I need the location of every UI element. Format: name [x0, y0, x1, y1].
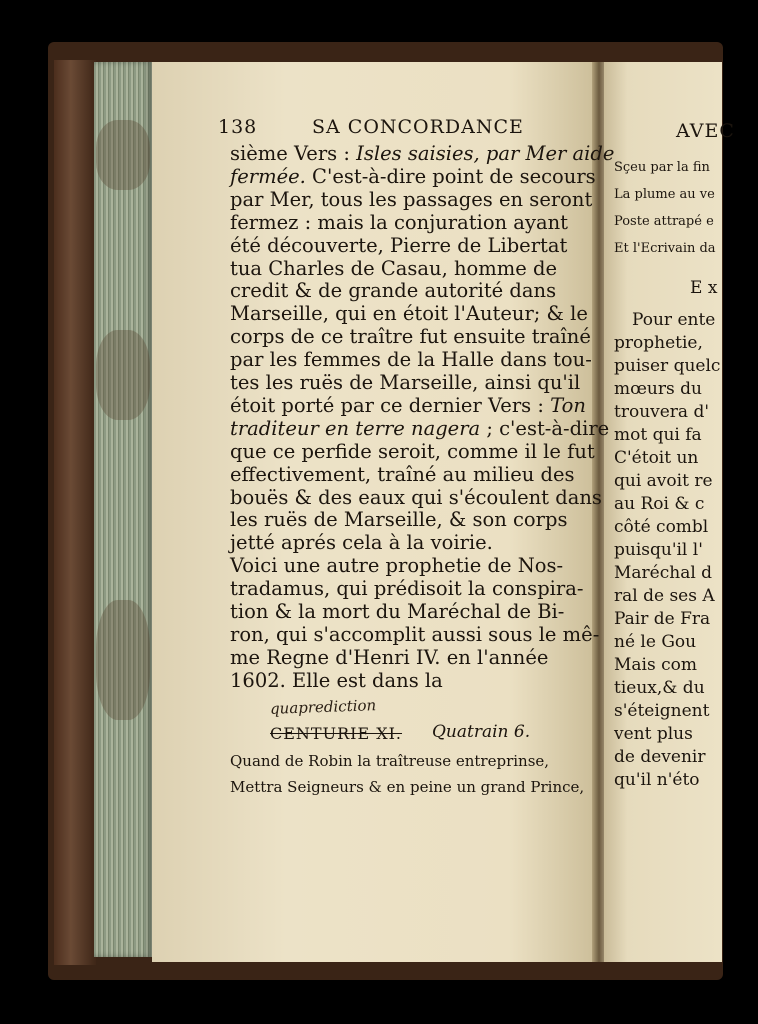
text-line: [230, 486, 602, 509]
right-text-line: s'éteignent: [614, 701, 710, 721]
text-line: [230, 325, 591, 348]
edge-stain: [96, 120, 150, 190]
text-line: [230, 669, 443, 692]
text-segment: C'est-à-dire point de secours: [305, 164, 596, 188]
right-text-line: de devenir: [614, 747, 706, 767]
right-text-line: Pair de Fra: [614, 609, 711, 629]
text-segment: credit & de grande autorité dans: [230, 279, 557, 303]
text-segment: par Mer, tous les passages en seront: [230, 187, 593, 211]
text-segment: par les femmes de la Halle dans tou-: [230, 348, 592, 372]
right-text-line: Mais com: [614, 655, 697, 675]
text-segment: jetté aprés cela à la voirie.: [230, 531, 493, 555]
text-segment: Isles saisies, par Mer aide: [356, 142, 615, 165]
text-segment: sième Vers :: [230, 142, 357, 165]
text-line: [230, 646, 548, 669]
text-segment: tion & la mort du Maréchal de Bi-: [230, 600, 565, 623]
text-line: [230, 554, 563, 577]
text-line: [230, 257, 557, 280]
right-text-line: vent plus: [614, 724, 693, 744]
right-text-line: Sçeu par la fin: [614, 160, 710, 175]
running-head: SA CONCORDANCE: [312, 116, 524, 138]
text-line: [230, 417, 609, 440]
text-line: [230, 371, 580, 394]
text-segment: 1602. Elle est dans la: [230, 668, 443, 692]
verse-line: Quand de Robin la traîtreuse entreprinse,: [230, 752, 550, 770]
right-text-line: mœurs du: [614, 379, 702, 399]
edge-stain: [96, 330, 150, 420]
right-text-line: Pour ente: [632, 310, 716, 330]
text-line: [230, 234, 567, 257]
text-line: [230, 394, 586, 417]
text-line: [230, 279, 556, 302]
text-segment: que ce perfide seroit, comme il le fut: [230, 439, 595, 463]
right-text-line: C'étoit un: [614, 448, 699, 468]
right-text-line: puiser quelc: [614, 356, 721, 376]
text-segment: fermez : mais la conjuration ayant: [230, 210, 568, 234]
right-text-line: prophetie,: [614, 333, 703, 353]
right-text-line: qu'il n'éto: [614, 770, 700, 790]
verse-line: Mettra Seigneurs & en peine un grand Prince,: [230, 778, 585, 796]
right-text-line: Poste attrapé e: [614, 214, 714, 229]
text-line: [230, 440, 595, 463]
text-line: [230, 600, 564, 623]
text-segment: Voici une autre prophetie de Nos-: [230, 554, 564, 578]
right-text-line: E x: [690, 278, 718, 298]
text-segment: tua Charles de Casau, homme de: [230, 256, 558, 280]
right-text-line: mot qui fa: [614, 425, 702, 445]
text-line: [230, 577, 583, 600]
text-line: [230, 531, 493, 554]
text-line: [230, 463, 575, 486]
text-segment: effectivement, traîné au milieu des: [230, 462, 575, 486]
right-text-line: ral de ses A: [614, 586, 715, 606]
right-text-line: né le Gou: [614, 632, 697, 652]
right-text-line: trouvera d': [614, 402, 710, 422]
text-segment: tradamus, qui prédisoit la conspira-: [230, 577, 584, 601]
quatrain-label: Quatrain 6.: [432, 722, 531, 742]
text-segment: les ruës de Marseille, & son corps: [230, 508, 568, 532]
right-running-head: AVEC: [676, 120, 735, 142]
text-line: [230, 302, 588, 325]
page-number: 138: [218, 116, 258, 138]
text-segment: corps de ce traître fut ensuite traîné: [230, 325, 591, 349]
right-text-line: puisqu'il l': [614, 540, 703, 560]
text-line: [230, 188, 592, 211]
book-spine: [54, 60, 96, 965]
right-text-line: La plume au ve: [614, 187, 715, 202]
text-segment: été découverte, Pierre de Libertat: [230, 233, 568, 257]
right-text-line: tieux,& du: [614, 678, 705, 698]
text-segment: bouës & des eaux qui s'écoulent dans: [230, 485, 602, 509]
text-segment: Marseille, qui en étoit l'Auteur; & le: [230, 302, 588, 326]
right-text-line: Maréchal d: [614, 563, 713, 583]
text-segment: me Regne d'Henri IV. en l'année: [230, 645, 549, 669]
right-text-line: Et l'Ecrivain da: [614, 241, 716, 256]
right-text-line: qui avoit re: [614, 471, 713, 491]
text-segment: fermée.: [230, 164, 306, 188]
edge-stain: [96, 600, 150, 720]
text-segment: étoit porté par ce dernier Vers :: [230, 393, 551, 417]
right-text-line: au Roi & c: [614, 494, 705, 514]
text-line: [230, 142, 614, 165]
text-line: [230, 508, 567, 531]
handwritten-annotation: quaprediction: [269, 696, 377, 718]
text-line: [230, 348, 592, 371]
text-line: [230, 623, 599, 646]
text-line: [230, 165, 596, 188]
text-segment: ron, qui s'accomplit aussi sous le mê-: [230, 622, 600, 646]
text-segment: Ton: [550, 393, 586, 417]
text-segment: traditeur en terre nagera: [230, 416, 481, 440]
struck-heading: CENTURIE XI.: [270, 724, 403, 743]
text-segment: tes les ruës de Marseille, ainsi qu'il: [230, 371, 581, 394]
text-segment: ; c'est-à-dire: [480, 416, 610, 440]
text-line: [230, 211, 568, 234]
page-edges: [94, 62, 152, 957]
right-text-line: côté combl: [614, 517, 709, 537]
